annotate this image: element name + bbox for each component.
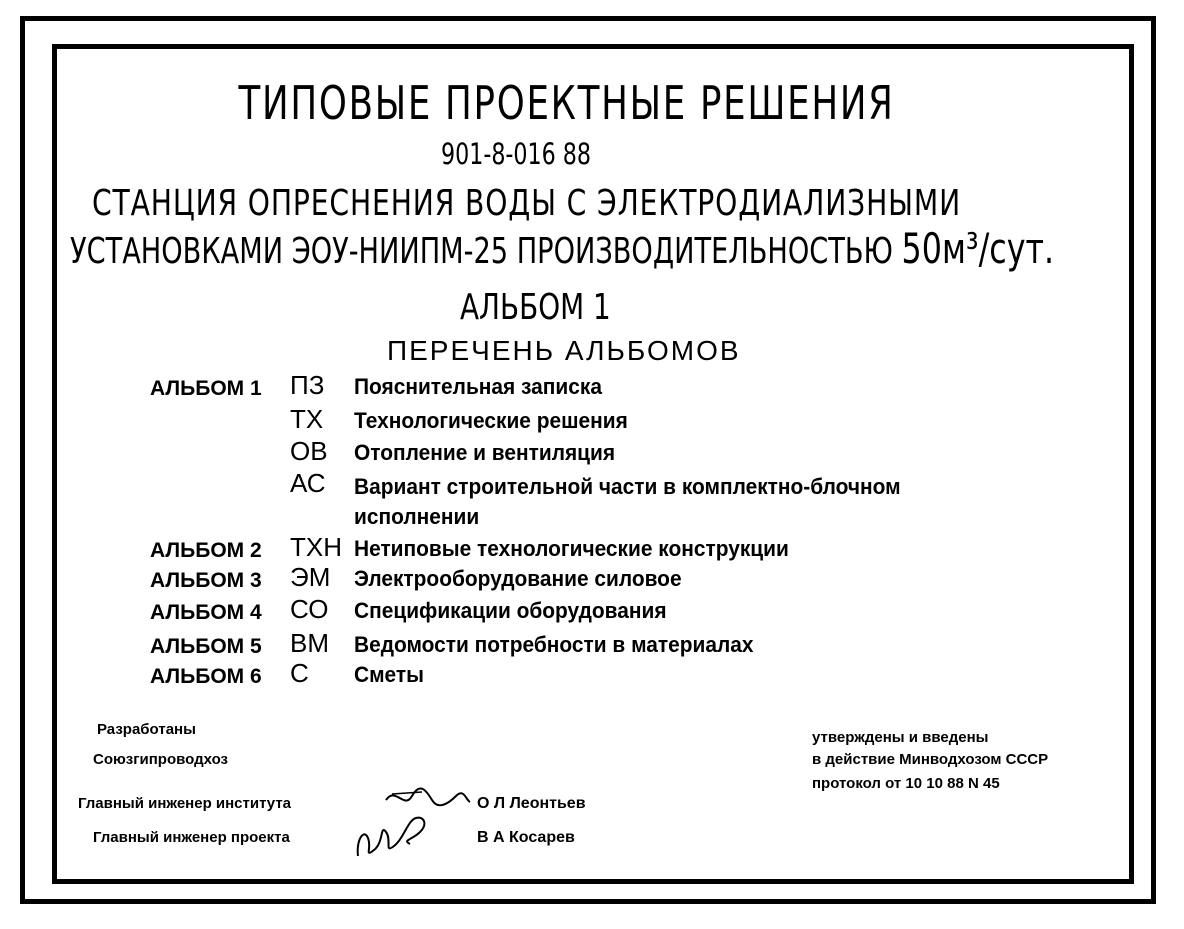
album-abbr: ВМ [290, 628, 329, 658]
approval-line-1: утверждены и введены [812, 729, 989, 746]
album-desc: Вариант строительной части в комплектно-блочном [354, 474, 901, 499]
album-desc-continuation: исполнении [354, 504, 480, 529]
document-title: ТИПОВЫЕ ПРОЕКТНЫЕ РЕШЕНИЯ [238, 76, 895, 130]
developed-label: Разработаны [97, 721, 196, 738]
album-abbr: С [290, 658, 309, 688]
album-abbr: ЭМ [290, 562, 331, 592]
album-heading: АЛЬБОМ 1 [460, 287, 611, 328]
album-abbr: ТХН [290, 532, 342, 562]
album-desc: Спецификации оборудования [354, 598, 667, 623]
album-label: АЛЬБОМ 4 [150, 601, 262, 624]
album-abbr: СО [290, 594, 329, 624]
album-abbr: ТХ [290, 404, 324, 434]
approval-line-2: в действие Минводхозом СССР [812, 751, 1049, 768]
signature-role: Главный инженер института [78, 795, 292, 812]
album-desc: Сметы [354, 662, 424, 687]
album-desc: Ведомости потребности в материалах [354, 632, 754, 657]
album-desc: Нетиповые технологические конструкции [354, 536, 789, 561]
subtitle-line-1: СТАНЦИЯ ОПРЕСНЕНИЯ ВОДЫ С ЭЛЕКТРОДИАЛИЗНЫМИ [92, 183, 962, 224]
album-abbr: АС [290, 468, 326, 498]
album-abbr: ПЗ [290, 370, 325, 400]
album-abbr: ОВ [290, 436, 328, 466]
album-label: АЛЬБОМ 5 [150, 635, 262, 658]
album-desc: Электрооборудование силовое [354, 566, 682, 591]
album-label: АЛЬБОМ 3 [150, 569, 262, 592]
album-desc: Пояснительная записка [354, 374, 602, 399]
subtitle-line-2-text: УСТАНОВКАМИ ЭОУ-НИИПМ-25 ПРОИЗВОДИТЕЛЬНОСТЬЮ [70, 231, 893, 272]
capacity-text: 50м³/сут. [901, 224, 1055, 273]
document-code: 901-8-016 88 [441, 137, 592, 171]
album-label: АЛЬБОМ 2 [150, 539, 262, 562]
albums-list-title: ПЕРЕЧЕНЬ АЛЬБОМОВ [387, 335, 741, 366]
album-label: АЛЬБОМ 6 [150, 665, 262, 688]
subtitle-line-2 [70, 224, 1055, 273]
approval-line-3: протокол от 10 10 88 N 45 [812, 775, 1000, 792]
album-desc: Отопление и вентиляция [354, 440, 616, 465]
signature-name: В А Косарев [477, 829, 575, 846]
signature-name: О Л Леонтьев [477, 795, 586, 812]
album-label: АЛЬБОМ 1 [150, 377, 262, 400]
signature-handwritten [350, 810, 436, 864]
signature-role: Главный инженер проекта [93, 829, 290, 846]
developed-org: Союзгипроводхоз [93, 751, 229, 768]
album-desc: Технологические решения [354, 408, 628, 433]
